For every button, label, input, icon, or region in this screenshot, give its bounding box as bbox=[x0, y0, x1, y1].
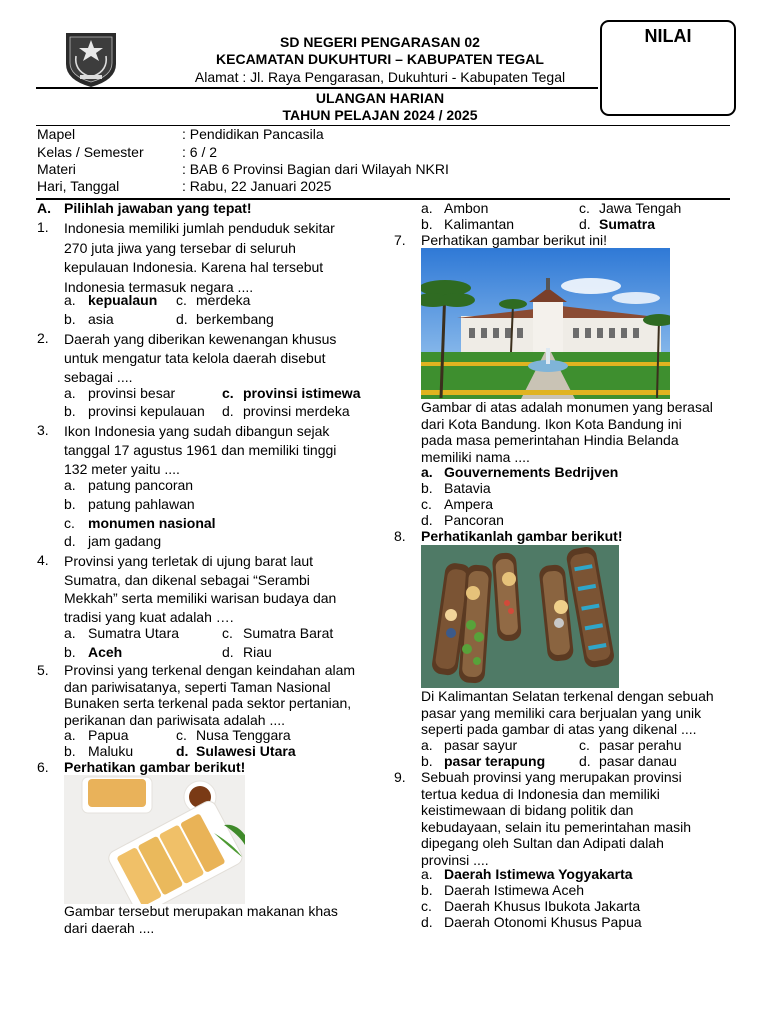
school-name: SD NEGERI PENGARASAN 02 bbox=[280, 34, 480, 50]
q7-option-b[interactable]: b. bbox=[421, 480, 433, 496]
q4-number: 4. bbox=[37, 552, 49, 568]
q3-option-b[interactable]: b. bbox=[64, 496, 76, 512]
q5-option-d[interactable]: d. bbox=[176, 743, 189, 759]
q9-option-b-text[interactable]: Daerah Istimewa Aceh bbox=[444, 882, 585, 898]
section-letter: A. bbox=[37, 200, 51, 216]
q8-floating-market-image bbox=[421, 545, 619, 688]
q1-option-c[interactable]: c. bbox=[176, 292, 187, 308]
q5-option-a[interactable]: a. bbox=[64, 727, 76, 743]
q4-text: Provinsi yang terletak di ujung barat laut Sumatra, dan dikenal sebagai “Serambi Mekkah” serta memiliki warisan budaya dan tradisi yang kuat adalah …. bbox=[64, 553, 337, 625]
q6-option-d[interactable]: d. bbox=[579, 216, 591, 232]
info-key: Materi bbox=[37, 161, 76, 177]
exam-title: ULANGAN HARIAN bbox=[315, 90, 445, 106]
q4-option-b-text[interactable]: Aceh bbox=[88, 644, 123, 660]
q7-number: 7. bbox=[394, 232, 406, 248]
q2-number: 2. bbox=[37, 330, 49, 346]
q5-option-c[interactable]: c. bbox=[176, 727, 187, 743]
q2-option-c[interactable]: c. bbox=[222, 385, 234, 401]
q3-text: Ikon Indonesia yang sudah dibangun sejak tanggal 17 agustus 1961 dan memiliki tinggi 132 meter yaitu .... bbox=[64, 423, 337, 477]
q8-option-d[interactable]: d. bbox=[579, 753, 591, 769]
q7-gedung-sate-illustration bbox=[421, 248, 670, 399]
score-box[interactable] bbox=[600, 20, 736, 116]
q6-option-b-text[interactable]: Kalimantan bbox=[444, 216, 515, 232]
q7-option-a[interactable]: a. bbox=[421, 464, 433, 480]
q9-text: Sebuah provinsi yang merupakan provinsi tertua kedua di Indonesia dan memiliki keistimewaan di bidang politik dan kebudayaan, selain itu pemerintahan masih dipegang oleh Sultan dan Adipati dalah provinsi .... bbox=[421, 769, 692, 868]
q9-option-b[interactable]: b. bbox=[421, 882, 433, 898]
q5-number: 5. bbox=[37, 662, 49, 678]
q3-option-a-text[interactable]: patung pancoran bbox=[88, 477, 194, 493]
q4-option-c-text[interactable]: Sumatra Barat bbox=[243, 625, 334, 641]
q3-option-b-text[interactable]: patung pahlawan bbox=[88, 496, 195, 512]
q2-text: Daerah yang diberikan kewenangan khusus untuk mengatur tata kelola daerah disebut sebagai .... bbox=[64, 331, 337, 385]
q9-option-c[interactable]: c. bbox=[421, 898, 432, 914]
q8-option-b[interactable]: b. bbox=[421, 753, 433, 769]
q5-option-a-text[interactable]: Papua bbox=[88, 727, 129, 743]
q7-option-c[interactable]: c. bbox=[421, 496, 432, 512]
q8-number: 8. bbox=[394, 528, 406, 544]
q8-boats-illustration bbox=[421, 545, 619, 688]
info-key: Hari, Tanggal bbox=[37, 178, 120, 194]
info-value: : Pendidikan Pancasila bbox=[182, 126, 324, 142]
q7-option-b-text[interactable]: Batavia bbox=[444, 480, 491, 496]
q9-option-d[interactable]: d. bbox=[421, 914, 433, 930]
q8-option-b-text[interactable]: pasar terapung bbox=[444, 753, 546, 769]
q1-option-d[interactable]: d. bbox=[176, 311, 188, 327]
q6-option-b[interactable]: b. bbox=[421, 216, 433, 232]
q2-option-c-text[interactable]: provinsi istimewa bbox=[243, 385, 361, 401]
q7-option-a-text[interactable]: Gouvernements Bedrijven bbox=[444, 464, 619, 480]
q1-number: 1. bbox=[37, 219, 49, 235]
q2-option-a[interactable]: a. bbox=[64, 385, 76, 401]
q1-option-b-text[interactable]: asia bbox=[88, 311, 114, 327]
q6-option-a[interactable]: a. bbox=[421, 200, 433, 216]
q3-option-d[interactable]: d. bbox=[64, 533, 76, 549]
q6-number: 6. bbox=[37, 759, 49, 775]
section-title: Pilihlah jawaban yang tepat! bbox=[64, 200, 252, 216]
q8-prompt: Perhatikanlah gambar berikut! bbox=[421, 528, 623, 544]
info-value: : BAB 6 Provinsi Bagian dari Wilayah NKRI bbox=[182, 161, 449, 177]
q4-option-c[interactable]: c. bbox=[222, 625, 233, 641]
q7-option-c-text[interactable]: Ampera bbox=[444, 496, 494, 512]
q4-option-d-text[interactable]: Riau bbox=[243, 644, 272, 660]
q9-option-a[interactable]: a. bbox=[421, 866, 433, 882]
q3-option-a[interactable]: a. bbox=[64, 477, 76, 493]
q6-option-c-text[interactable]: Jawa Tengah bbox=[599, 200, 682, 216]
header-divider bbox=[36, 87, 598, 89]
q5-text: Provinsi yang terkenal dengan keindahan alam dan pariwisatanya, seperti Taman Nasional Bunaken serta terkenal pada sektor pertanian, perikanan dan pariwisata adalah .... bbox=[64, 662, 356, 728]
info-value: : Rabu, 22 Januari 2025 bbox=[182, 178, 332, 194]
q2-option-d[interactable]: d. bbox=[222, 403, 234, 419]
q2-option-b[interactable]: b. bbox=[64, 403, 76, 419]
q8-option-d-text[interactable]: pasar danau bbox=[599, 753, 677, 769]
q8-option-c-text[interactable]: pasar perahu bbox=[599, 737, 682, 753]
q6-food-image bbox=[64, 775, 245, 904]
q1-option-c-text[interactable]: merdeka bbox=[196, 292, 251, 308]
q8-option-c[interactable]: c. bbox=[579, 737, 590, 753]
q1-option-a[interactable]: a. bbox=[64, 292, 76, 308]
q9-option-a-text[interactable]: Daerah Istimewa Yogyakarta bbox=[444, 866, 633, 882]
q7-option-d[interactable]: d. bbox=[421, 512, 433, 528]
info-top-divider bbox=[36, 125, 730, 126]
q7-option-d-text[interactable]: Pancoran bbox=[444, 512, 504, 528]
q3-number: 3. bbox=[37, 422, 49, 438]
q5-option-b-text[interactable]: Maluku bbox=[88, 743, 134, 759]
q5-option-c-text[interactable]: Nusa Tenggara bbox=[196, 727, 291, 743]
info-key: Mapel bbox=[37, 126, 76, 142]
q9-option-d-text[interactable]: Daerah Otonomi Khusus Papua bbox=[444, 914, 642, 930]
q4-option-a-text[interactable]: Sumatra Utara bbox=[88, 625, 180, 641]
school-logo-emblem bbox=[62, 30, 120, 88]
q3-option-d-text[interactable]: jam gadang bbox=[88, 533, 162, 549]
q8-option-a[interactable]: a. bbox=[421, 737, 433, 753]
score-label: NILAI bbox=[644, 26, 692, 46]
q3-option-c[interactable]: c. bbox=[64, 515, 75, 531]
q2-option-b-text[interactable]: provinsi kepulauan bbox=[88, 403, 205, 419]
q6-option-a-text[interactable]: Ambon bbox=[444, 200, 489, 216]
q6-option-c[interactable]: c. bbox=[579, 200, 590, 216]
q1-option-b[interactable]: b. bbox=[64, 311, 76, 327]
school-address: Alamat : Jl. Raya Pengarasan, Dukuhturi - Kabupaten Tegal bbox=[194, 69, 566, 85]
q6-text: Gambar tersebut merupakan makanan khas dari daerah .... bbox=[64, 903, 338, 936]
q9-number: 9. bbox=[394, 769, 406, 785]
q1-option-d-text[interactable]: berkembang bbox=[196, 311, 274, 327]
info-key: Kelas / Semester bbox=[37, 144, 144, 160]
q5-option-b[interactable]: b. bbox=[64, 743, 76, 759]
q2-option-a-text[interactable]: provinsi besar bbox=[88, 385, 176, 401]
q9-option-c-text[interactable]: Daerah Khusus Ibukota Jakarta bbox=[444, 898, 641, 914]
q8-text: Di Kalimantan Selatan terkenal dengan sebuah pasar yang memiliki cara berjualan yang unik seperti pada gambar di atas yang dikenal .... bbox=[421, 688, 714, 737]
q7-text: Gambar di atas adalah monumen yang berasal dari Kota Bandung. Ikon Kota Bandung ini pada masa pemerintahan Hindia Belanda memiliki nama .... bbox=[421, 399, 713, 465]
q1-text: Indonesia memiliki jumlah penduduk sekitar 270 juta jiwa yang tersebar di seluruh kepulauan Indonesia. Karena hal tersebut Indonesia termasuk negara .... bbox=[64, 220, 335, 295]
q6-option-d-text[interactable]: Sumatra bbox=[599, 216, 656, 232]
q7-prompt: Perhatikan gambar berikut ini! bbox=[421, 232, 607, 248]
q6-food-illustration bbox=[64, 775, 245, 904]
q8-option-a-text[interactable]: pasar sayur bbox=[444, 737, 518, 753]
q6-prompt: Perhatikan gambar berikut! bbox=[64, 759, 246, 775]
info-value: : 6 / 2 bbox=[182, 144, 218, 160]
q5-option-d-text[interactable]: Sulawesi Utara bbox=[196, 743, 296, 759]
q1-option-a-text[interactable]: kepualaun bbox=[88, 292, 158, 308]
q4-option-d[interactable]: d. bbox=[222, 644, 234, 660]
q2-option-d-text[interactable]: provinsi merdeka bbox=[243, 403, 350, 419]
q4-option-b[interactable]: b. bbox=[64, 644, 76, 660]
q4-option-a[interactable]: a. bbox=[64, 625, 76, 641]
academic-year: TAHUN PELAJAN 2024 / 2025 bbox=[282, 107, 478, 123]
district-name: KECAMATAN DUKUHTURI – KABUPATEN TEGAL bbox=[216, 51, 544, 67]
q7-building-image bbox=[421, 248, 670, 399]
q3-option-c-text[interactable]: monumen nasional bbox=[88, 515, 216, 531]
